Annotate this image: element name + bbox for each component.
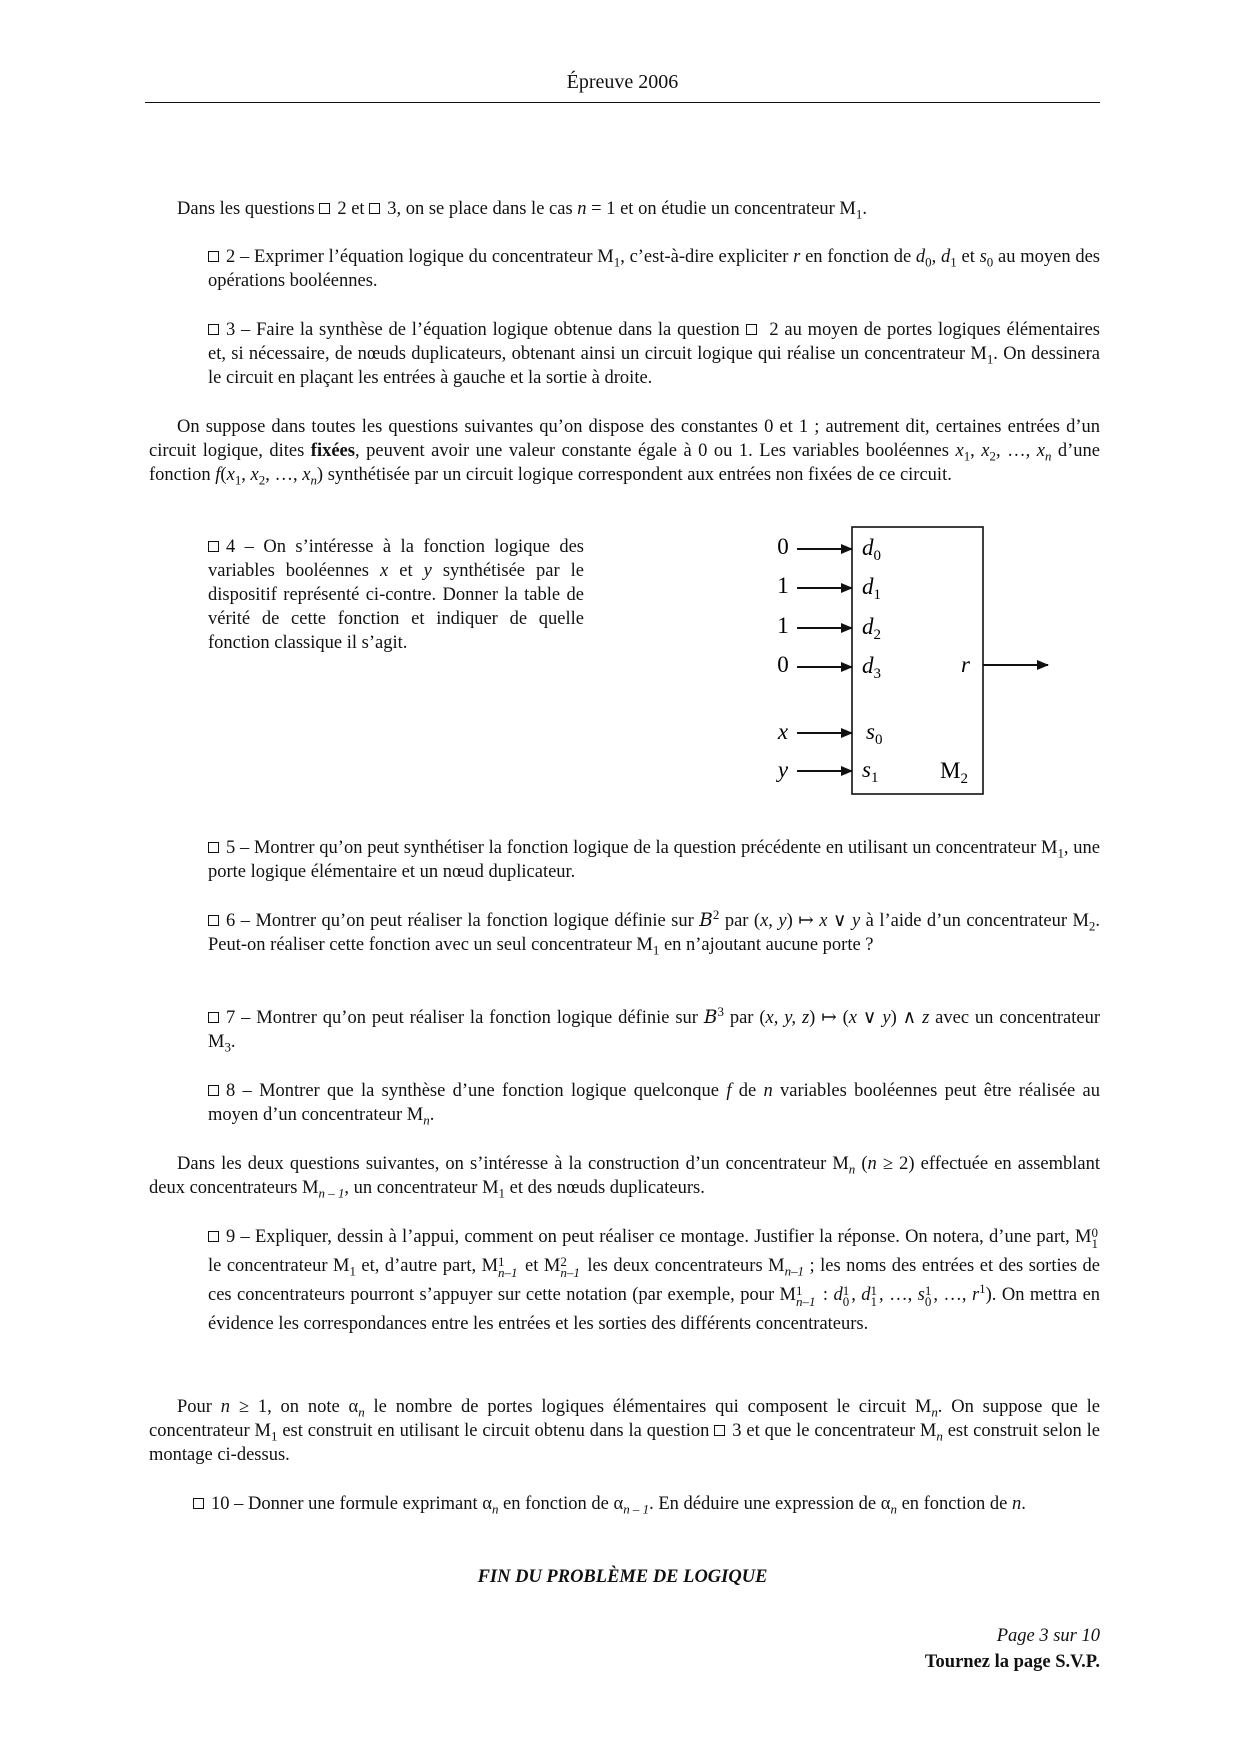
question-3: 3 – Faire la synthèse de l’équation logique obtenue dans la question 2 au moyen de portes logiques élémentaires et, si nécessaire, de nœuds duplicateurs, obtenant ainsi un circuit logique qui réalise un concentrateur $M_1$. On dessinera le circuit en plaçant les entrées à gauche et la sortie à droite. xyxy=(208,320,1100,388)
intro-paragraph-4: Pour n ≥ 1, on note $\alpha_n$ le nombre de portes logiques élémentaires qui composent le circuit $M_n$. On suppose que le concentrateur $M_1$ est construit en utilisant le circuit obtenu dans la question 3 et que le concentrateur $M_n$ est construit selon le montage ci-dessus. xyxy=(149,1397,1101,1465)
checkbox-icon xyxy=(714,1425,725,1436)
question-6: 6 – Montrer qu’on peut réaliser la fonction logique définie sur $B^2$ par (x, y) ↦ x ∨ y à l’aide d’un concentrateur $M_2$. Peut-on réaliser cette fonction avec un seul concentrateur $M_1$ en n’ajoutant aucune porte ? xyxy=(208,906,1100,958)
checkbox-icon xyxy=(208,541,219,552)
checkbox-icon xyxy=(208,1085,219,1096)
question-10: 10 – Donner une formule exprimant $\alpha_n$ en fonction de $\alpha_{n - 1}$. En déduire une expression de $\alpha_n$ en fonction de n. xyxy=(149,1492,1100,1516)
input-value: 1 xyxy=(777,573,789,598)
output-label: r xyxy=(961,652,970,677)
port-label: $d_0$ xyxy=(862,535,881,564)
checkbox-icon xyxy=(369,203,380,214)
checkbox-icon xyxy=(208,1012,219,1023)
turn-page-note: Tournez la page S.V.P. xyxy=(924,1652,1100,1672)
input-value: 0 xyxy=(777,534,789,559)
intro-paragraph-1: Dans les questions 2 et 3, on se place dans le cas n = 1 et on étudie un concentrateur $M_1$. xyxy=(177,199,867,222)
port-label: $s_0$ xyxy=(866,719,883,748)
page-header xyxy=(145,70,1100,103)
question-5: 5 – Montrer qu’on peut synthétiser la fonction logique de la question précédente en utilisant un concentrateur $M_1$, une porte logique élémentaire et un nœud duplicateur. xyxy=(208,838,1100,882)
end-of-problem: FIN DU PROBLÈME DE LOGIQUE xyxy=(477,1567,768,1587)
page-number: Page 3 sur 10 xyxy=(996,1626,1100,1646)
concentrator-m2-diagram xyxy=(740,515,1060,805)
input-value: 0 xyxy=(777,652,789,677)
checkbox-icon xyxy=(746,324,757,335)
select-input-y: y xyxy=(777,757,789,782)
port-label: $s_1$ xyxy=(862,757,879,786)
question-8: 8 – Montrer que la synthèse d’une fonction logique quelconque f de n variables booléennes peut être réalisée au moyen d’un concentrateur $M_n$. xyxy=(208,1081,1100,1128)
header-title: Épreuve 2006 xyxy=(566,71,679,93)
intro-paragraph-2: On suppose dans toutes les questions suivantes qu’on dispose des constantes 0 et 1 ; autrement dit, certaines entrées d’un circuit logique, dites fixées, peuvent avoir une valeur constante égale à 0 ou 1. Les variables booléennes $x_1$, $x_2$, …, $x_n$ d’une fonction $f(x_1$, $x_2$, …, $x_n$) synthétisée par un circuit logique correspondent aux entrées non fixées de ce circuit. xyxy=(149,417,1101,488)
block-name: $M_2$ xyxy=(940,758,968,787)
checkbox-icon xyxy=(193,1498,204,1509)
input-value: 1 xyxy=(777,613,789,638)
checkbox-icon xyxy=(208,915,219,926)
question-2: 2 – Exprimer l’équation logique du concentrateur $M_1$, c’est-à-dire expliciter r en fonction de $d_0$, $d_1$ et $s_0$ au moyen des opérations booléennes. xyxy=(208,247,1100,291)
question-4: 4 – On s’intéresse à la fonction logique des variables booléennes x et y synthétisée par le dispositif représenté ci-contre. Donner la table de vérité de cette fonction et indiquer de quelle fonction classique il s’agit. xyxy=(208,537,584,653)
checkbox-icon xyxy=(208,1231,219,1242)
port-label: $d_3$ xyxy=(862,653,881,682)
checkbox-icon xyxy=(208,251,219,262)
port-label: $d_2$ xyxy=(862,614,881,643)
checkbox-icon xyxy=(208,324,219,335)
port-label: $d_1$ xyxy=(862,574,881,603)
intro-paragraph-3: Dans les deux questions suivantes, on s’intéresse à la construction d’un concentrateur $M_n$ (n ≥ 2) effectuée en assemblant deux concentrateurs $M_{n - 1}$, un concentrateur $M_1$ et des nœuds duplicateurs. xyxy=(149,1154,1100,1201)
checkbox-icon xyxy=(208,842,219,853)
checkbox-icon xyxy=(319,203,330,214)
question-7: 7 – Montrer qu’on peut réaliser la fonction logique définie sur $B^3$ par (x, y, z) ↦ (x ∨ y) ∧ z avec un concentrateur $M_3$. xyxy=(208,1003,1100,1055)
select-input-x: x xyxy=(777,719,789,744)
question-9: 9 – Expliquer, dessin à l’appui, comment on peut réaliser ce montage. Justifier la réponse. On notera, d’une part, M 0 1 le concentrateur $M_1$ et, d’autre part, M 1 n–1 et M 2 n–1 les deux concentrateurs $M_{n-1}$ ; les noms des entrées et des sorties de ces concentrateurs pourront s’appuyer sur cette notation (par exemple, pour M 1 n–1 : d 1 0 , d 1 1 , …, s 1 0 , …, $r^1$). On mettra en évidence les correspondances entre les entrées et les sorties des différents concentrateurs. xyxy=(208,1225,1101,1334)
